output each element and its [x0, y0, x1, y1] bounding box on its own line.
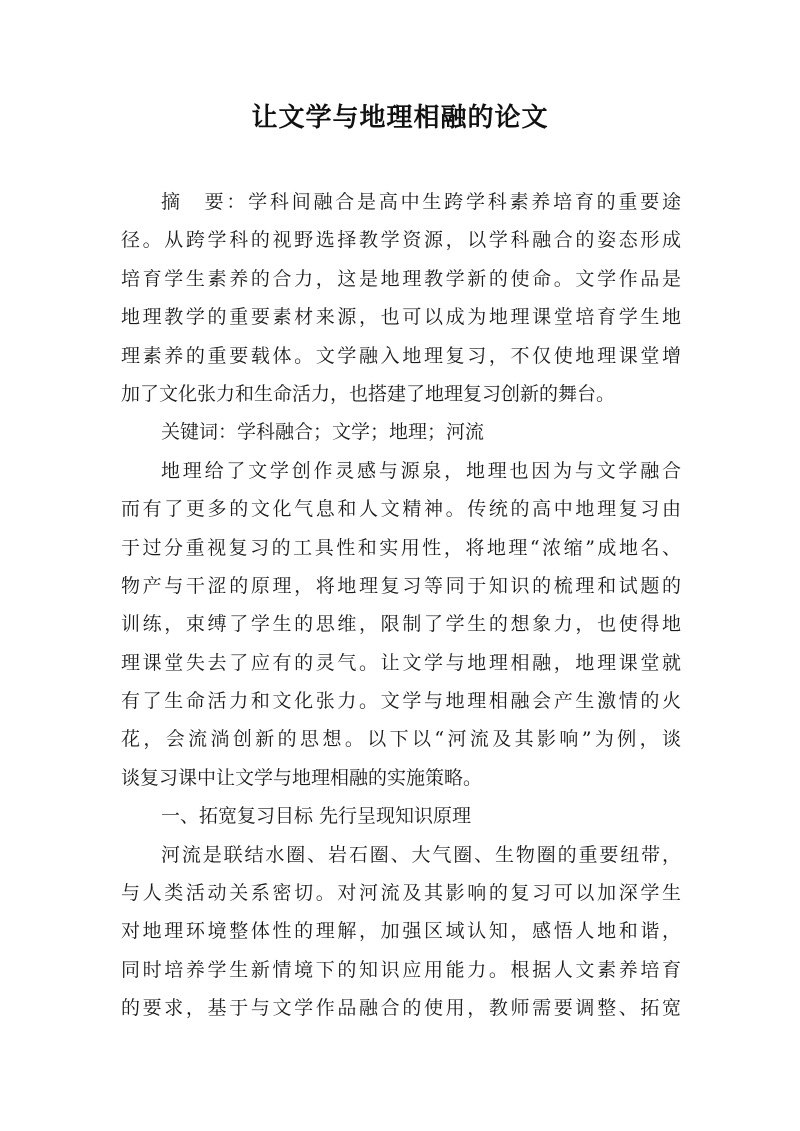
- text-line: 理课堂失去了应有的灵气。让文学与地理相融，地理课堂就: [121, 651, 681, 674]
- page-title: 让文学与地理相融的论文: [251, 103, 549, 133]
- text-line: 关键词：学科融合；文学；地理；河流: [161, 421, 485, 444]
- text-line: 径。从跨学科的视野选择教学资源，以学科融合的姿态形成: [121, 229, 681, 252]
- text-line: 理素养的重要载体。文学融入地理复习，不仅使地理课堂增: [121, 344, 681, 367]
- text-line: 地理给了文学创作灵感与源泉，地理也因为与文学融合: [161, 459, 681, 482]
- text-line: 而有了更多的文化气息和人文精神。传统的高中地理复习由: [121, 498, 681, 521]
- text-line: 有了生命活力和文化张力。文学与地理相融会产生激情的火: [121, 690, 681, 713]
- text-line: 加了文化张力和生命活力，也搭建了地理复习创新的舞台。: [121, 382, 616, 405]
- text-line: 训练，束缚了学生的思维，限制了学生的想象力，也使得地: [121, 613, 681, 636]
- text-line: 物产与干涩的原理，将地理复习等同于知识的梳理和试题的: [121, 574, 681, 597]
- text-line: 地理教学的重要素材来源，也可以成为地理课堂培育学生地: [121, 306, 681, 329]
- text-line: 对地理环境整体性的理解，加强区域认知，感悟人地和谐，: [121, 920, 681, 943]
- text-line: 的要求，基于与文学作品融合的使用，教师需要调整、拓宽: [121, 997, 681, 1020]
- text-line: 于过分重视复习的工具性和实用性，将地理“浓缩”成地名、: [121, 536, 681, 559]
- document-body: [121, 183, 681, 1028]
- text-line: 同时培养学生新情境下的知识应用能力。根据人文素养培育: [121, 958, 681, 981]
- text-line: 河流是联结水圈、岩石圈、大气圈、生物圈的重要纽带，: [161, 843, 681, 866]
- text-line: 一、拓宽复习目标 先行呈现知识原理: [161, 805, 472, 828]
- text-line: 摘 要：学科间融合是高中生跨学科素养培育的重要途: [161, 191, 681, 213]
- text-line: 培育学生素养的合力，这是地理教学新的使命。文学作品是: [121, 267, 681, 290]
- text-line: 花，会流淌创新的思想。以下以“河流及其影响”为例，谈: [121, 728, 681, 751]
- text-line: 与人类活动关系密切。对河流及其影响的复习可以加深学生: [121, 882, 681, 905]
- text-line: 谈复习课中让文学与地理相融的实施策略。: [121, 766, 483, 789]
